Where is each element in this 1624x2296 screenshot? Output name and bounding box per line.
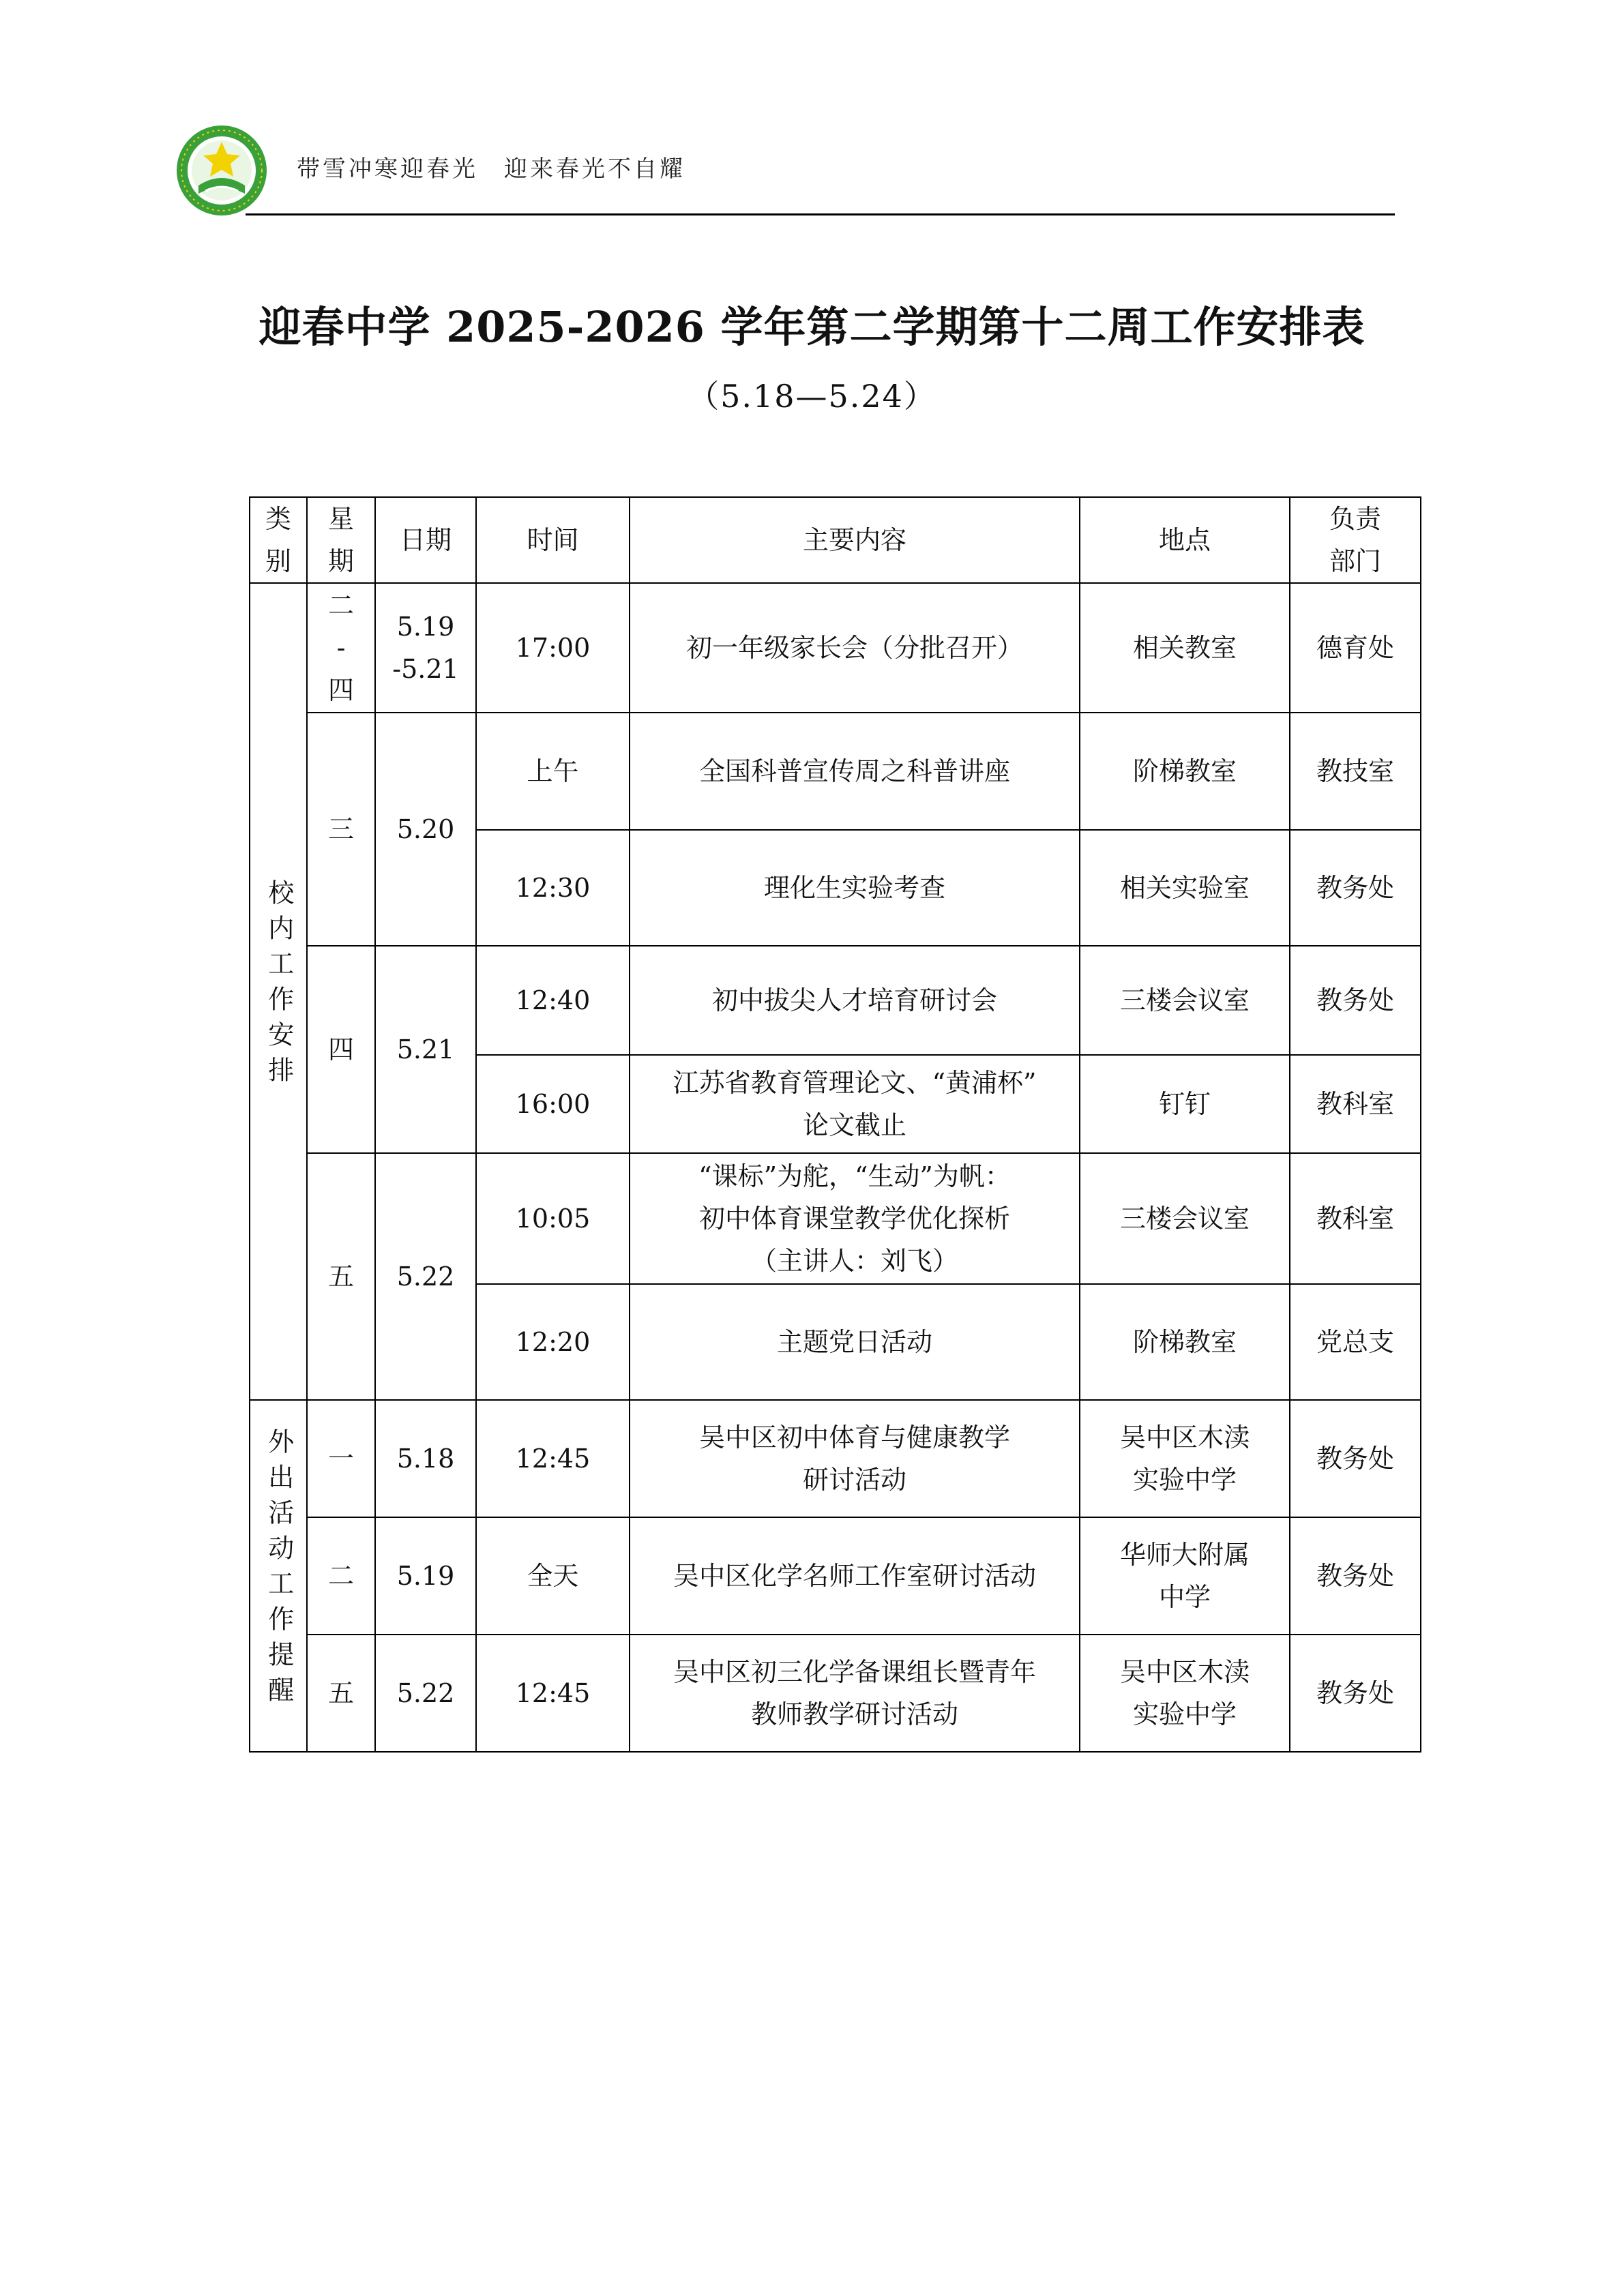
content-cell bbox=[630, 583, 1080, 713]
content-line: 初中体育课堂教学优化探析 bbox=[698, 1204, 1010, 1234]
weekday-cell bbox=[307, 713, 375, 946]
weekday-line: 三 bbox=[327, 814, 354, 844]
date-cell bbox=[375, 946, 476, 1153]
dept-cell: 教务处 bbox=[1290, 830, 1421, 946]
content-line: 主题党日活动 bbox=[776, 1327, 932, 1357]
date-line: 5.22 bbox=[396, 1678, 455, 1708]
time-cell: 12:40 bbox=[476, 946, 630, 1055]
weekday-cell bbox=[307, 1400, 375, 1517]
dept-cell: 教务处 bbox=[1290, 1517, 1421, 1635]
date-cell bbox=[375, 583, 476, 713]
location-cell bbox=[1080, 713, 1290, 830]
content-cell bbox=[630, 830, 1080, 946]
header-category bbox=[250, 497, 307, 583]
time-cell: 12:45 bbox=[476, 1635, 630, 1752]
time-cell: 12:30 bbox=[476, 830, 630, 946]
dept-cell: 党总支 bbox=[1290, 1284, 1421, 1400]
dept-cell: 教务处 bbox=[1290, 1400, 1421, 1517]
location-line: 中学 bbox=[1158, 1582, 1211, 1612]
table-row bbox=[250, 1517, 1421, 1635]
location-cell bbox=[1080, 1400, 1290, 1517]
location-cell bbox=[1080, 830, 1290, 946]
school-emblem-icon bbox=[174, 123, 269, 218]
content-cell bbox=[630, 1400, 1080, 1517]
date-line: 5.18 bbox=[396, 1444, 455, 1474]
weekday-cell bbox=[307, 1635, 375, 1752]
time-cell: 全天 bbox=[476, 1517, 630, 1635]
time-cell: 12:45 bbox=[476, 1400, 630, 1517]
header-dept-line: 部门 bbox=[1329, 546, 1381, 576]
header-time: 时间 bbox=[476, 497, 630, 583]
table-row bbox=[250, 713, 1421, 830]
dept-cell: 教科室 bbox=[1290, 1153, 1421, 1284]
location-line: 三楼会议室 bbox=[1119, 1204, 1250, 1234]
time-cell: 上午 bbox=[476, 713, 630, 830]
content-line: 全国科普宣传周之科普讲座 bbox=[698, 756, 1010, 786]
content-line: 初中拔尖人才培育研讨会 bbox=[711, 985, 997, 1015]
content-cell bbox=[630, 1284, 1080, 1400]
location-line: 吴中区木渎 bbox=[1119, 1422, 1250, 1452]
content-line: 吴中区化学名师工作室研讨活动 bbox=[673, 1561, 1036, 1591]
date-line: 5.21 bbox=[396, 1034, 455, 1064]
table-header-row bbox=[250, 497, 1421, 583]
weekday-line: 二 bbox=[327, 591, 354, 621]
schedule-table bbox=[249, 496, 1421, 1753]
content-cell bbox=[630, 946, 1080, 1055]
date-cell bbox=[375, 1153, 476, 1400]
date-cell bbox=[375, 713, 476, 946]
content-line: 理化生实验考查 bbox=[763, 873, 945, 903]
location-cell bbox=[1080, 1055, 1290, 1153]
weekday-cell bbox=[307, 1153, 375, 1400]
time-cell: 17:00 bbox=[476, 583, 630, 713]
header-category-line: 类 bbox=[265, 504, 291, 534]
location-line: 钉钉 bbox=[1158, 1089, 1211, 1119]
date-line: 5.19 bbox=[396, 1561, 455, 1591]
weekday-line: 四 bbox=[327, 675, 354, 705]
date-cell bbox=[375, 1517, 476, 1635]
weekday-cell bbox=[307, 946, 375, 1153]
schedule-body bbox=[250, 497, 1421, 1752]
content-cell bbox=[630, 1153, 1080, 1284]
date-line: -5.21 bbox=[392, 654, 459, 684]
page-header bbox=[174, 116, 1395, 218]
table-row bbox=[250, 583, 1421, 713]
weekday-line: 五 bbox=[327, 1678, 354, 1708]
location-line: 相关教室 bbox=[1132, 633, 1237, 663]
date-line: 5.22 bbox=[396, 1262, 455, 1292]
header-content: 主要内容 bbox=[630, 497, 1080, 583]
category-cell bbox=[250, 583, 307, 1400]
location-cell bbox=[1080, 1517, 1290, 1635]
table-row bbox=[250, 946, 1421, 1055]
weekday-line: 五 bbox=[327, 1262, 354, 1292]
location-cell bbox=[1080, 583, 1290, 713]
header-weekday bbox=[307, 497, 375, 583]
date-line: 5.19 bbox=[396, 612, 455, 642]
location-cell bbox=[1080, 1635, 1290, 1752]
location-line: 实验中学 bbox=[1132, 1465, 1237, 1495]
document-title: 迎春中学 2025-2026 学年第二学期第十二周工作安排表 bbox=[259, 302, 1365, 352]
dept-cell: 教技室 bbox=[1290, 713, 1421, 830]
table-row bbox=[250, 1153, 1421, 1284]
weekday-line: - bbox=[336, 633, 346, 663]
content-cell bbox=[630, 1055, 1080, 1153]
content-line: （主讲人：刘飞） bbox=[750, 1246, 958, 1276]
content-line: 教师教学研讨活动 bbox=[750, 1699, 958, 1729]
document-subtitle: （5.18—5.24） bbox=[688, 378, 936, 415]
time-cell: 12:20 bbox=[476, 1284, 630, 1400]
category-label: 外出活动工作提醒 bbox=[263, 1428, 294, 1712]
weekday-line: 二 bbox=[327, 1561, 354, 1591]
table-row bbox=[250, 1400, 1421, 1517]
header-weekday-line: 期 bbox=[327, 546, 354, 576]
location-line: 阶梯教室 bbox=[1132, 756, 1237, 786]
location-cell bbox=[1080, 1284, 1290, 1400]
location-line: 阶梯教室 bbox=[1132, 1327, 1237, 1357]
content-line: 研讨活动 bbox=[802, 1465, 906, 1495]
content-line: 江苏省教育管理论文、“黄浦杯” bbox=[673, 1068, 1037, 1098]
content-line: 论文截止 bbox=[802, 1110, 906, 1140]
date-line: 5.20 bbox=[396, 814, 455, 844]
dept-cell: 德育处 bbox=[1290, 583, 1421, 713]
weekday-line: 四 bbox=[327, 1034, 354, 1064]
location-line: 吴中区木渎 bbox=[1119, 1657, 1250, 1687]
content-cell bbox=[630, 1635, 1080, 1752]
header-category-line: 别 bbox=[265, 546, 291, 576]
header-dept bbox=[1290, 497, 1421, 583]
location-line: 实验中学 bbox=[1132, 1699, 1237, 1729]
weekday-cell bbox=[307, 583, 375, 713]
table-row bbox=[250, 1635, 1421, 1752]
header-date: 日期 bbox=[375, 497, 476, 583]
time-cell: 16:00 bbox=[476, 1055, 630, 1153]
weekday-line: 一 bbox=[327, 1444, 354, 1474]
header-divider bbox=[246, 213, 1395, 215]
header-weekday-line: 星 bbox=[327, 504, 354, 534]
location-line: 三楼会议室 bbox=[1119, 985, 1250, 1015]
category-label: 校内工作安排 bbox=[263, 879, 294, 1092]
dept-cell: 教务处 bbox=[1290, 946, 1421, 1055]
time-cell: 10:05 bbox=[476, 1153, 630, 1284]
content-line: 初一年级家长会（分批召开） bbox=[685, 633, 1023, 663]
location-cell bbox=[1080, 946, 1290, 1055]
content-cell bbox=[630, 1517, 1080, 1635]
category-cell bbox=[250, 1400, 307, 1752]
location-line: 相关实验室 bbox=[1119, 873, 1250, 903]
content-cell bbox=[630, 713, 1080, 830]
dept-cell: 教务处 bbox=[1290, 1635, 1421, 1752]
content-line: 吴中区初中体育与健康教学 bbox=[698, 1422, 1010, 1452]
date-cell bbox=[375, 1400, 476, 1517]
weekday-cell bbox=[307, 1517, 375, 1635]
date-cell bbox=[375, 1635, 476, 1752]
header-dept-line: 负责 bbox=[1329, 504, 1381, 534]
content-line: “课标”为舵，“生动”为帆： bbox=[698, 1161, 1011, 1191]
dept-cell: 教科室 bbox=[1290, 1055, 1421, 1153]
location-line: 华师大附属 bbox=[1119, 1540, 1250, 1570]
content-line: 吴中区初三化学备课组长暨青年 bbox=[673, 1657, 1036, 1687]
header-location: 地点 bbox=[1080, 497, 1290, 583]
location-cell bbox=[1080, 1153, 1290, 1284]
header-slogan: 带雪冲寒迎春光 迎来春光不自耀 bbox=[297, 155, 685, 183]
